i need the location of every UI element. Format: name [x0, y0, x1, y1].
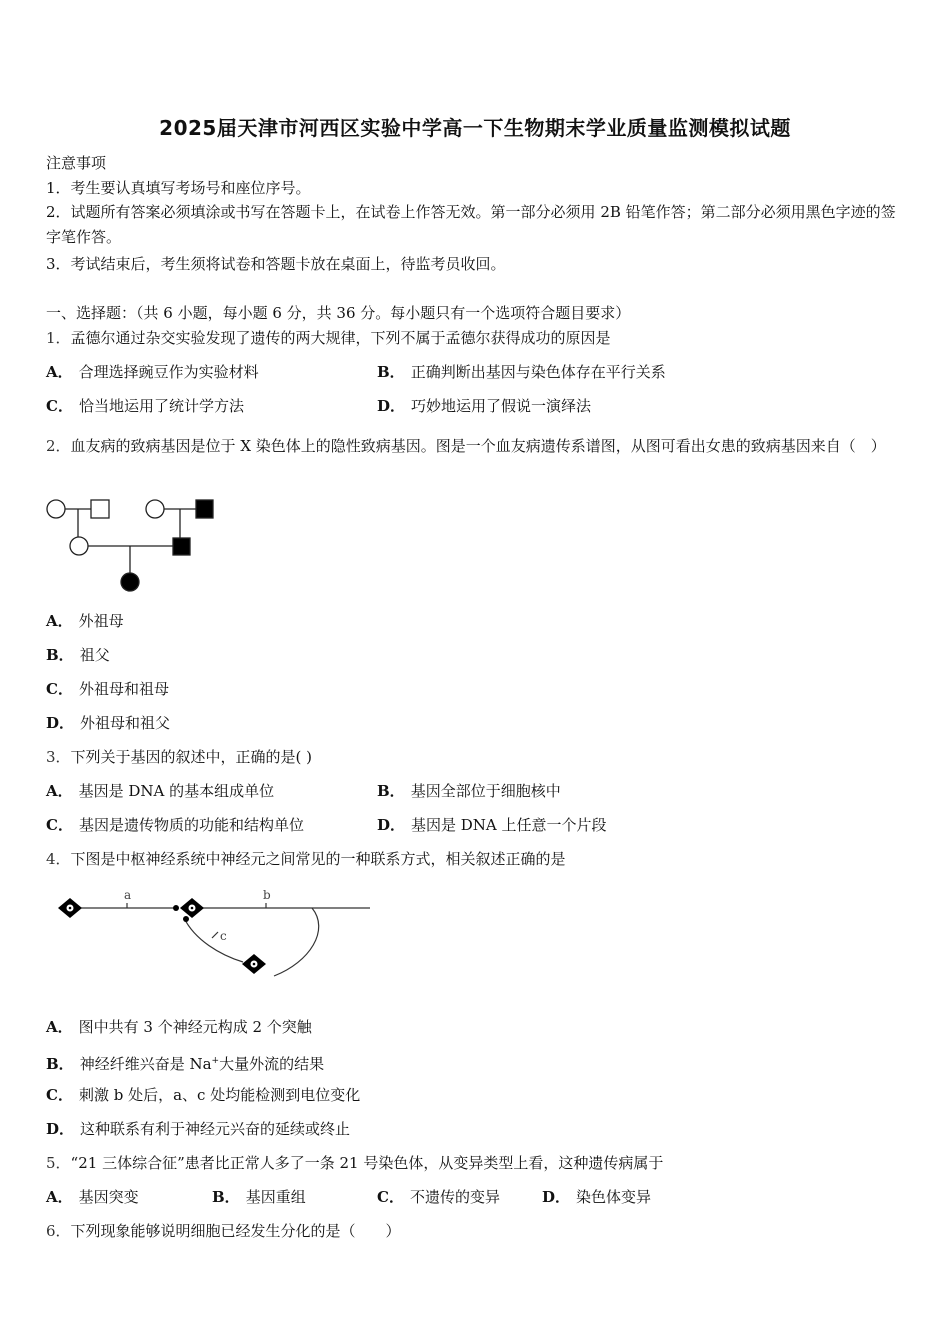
- option-1c[interactable]: C． 恰当地运用了统计学方法: [46, 397, 244, 415]
- question-number: 2．: [46, 437, 71, 455]
- neuron-2-body: [180, 898, 204, 918]
- neuron-3-body: [242, 954, 266, 974]
- question-stem: 孟德尔通过杂交实验发现了遗传的两大规律，下列不属于孟德尔获得成功的原因是: [70, 329, 611, 347]
- question-2: [46, 427, 906, 465]
- grandmother-paternal-normal-female: [146, 500, 164, 518]
- mother-normal-female: [70, 537, 88, 555]
- question-3: [46, 747, 312, 767]
- option-4a[interactable]: A． 图中共有 3 个神经元构成 2 个突触: [46, 1018, 312, 1036]
- question-stem: 下列关于基因的叙述中，正确的是( ): [70, 748, 313, 766]
- question-number: 1．: [46, 329, 71, 347]
- neuron-1-body: [58, 898, 82, 918]
- notice-item-2: 2．试题所有答案必须填涂或书写在答题卡上，在试卷上作答无效。第一部分必须用 2B 铅笔作答；第二部分必须用黑色字迹的签字笔作答。: [46, 203, 896, 246]
- question-4: [46, 849, 566, 869]
- option-2a[interactable]: A． 外祖母: [46, 612, 124, 630]
- option-2b[interactable]: B． 祖父: [46, 646, 110, 664]
- option-5c[interactable]: C． 不遗传的变异: [377, 1188, 500, 1206]
- grandfather-paternal-affected-male: [196, 500, 213, 518]
- question-6: [46, 1221, 401, 1241]
- daughter-affected-female: [121, 573, 139, 591]
- option-3b[interactable]: B． 基因全部位于细胞核中: [377, 782, 561, 800]
- father-affected-male: [173, 538, 190, 555]
- label-b: b: [263, 888, 271, 902]
- question-number: 4．: [46, 850, 71, 868]
- option-2c[interactable]: C． 外祖母和祖母: [46, 680, 169, 698]
- option-2d[interactable]: D． 外祖母和祖父: [46, 714, 171, 732]
- grandfather-maternal-normal-male: [91, 500, 109, 518]
- option-1a[interactable]: A． 合理选择豌豆作为实验材料: [46, 363, 259, 381]
- label-c: c: [220, 929, 227, 943]
- tick-c: [212, 932, 218, 938]
- label-a: a: [124, 888, 132, 902]
- notice-heading: 注意事项: [46, 154, 107, 172]
- question-1: [46, 328, 611, 348]
- option-4b[interactable]: B． 神经纤维兴奋是 Na+大量外流的结果: [46, 1055, 325, 1073]
- option-4c[interactable]: C． 刺激 b 处后，a、c 处均能检测到电位变化: [46, 1086, 361, 1104]
- option-1d[interactable]: D． 巧妙地运用了假说一演绎法: [377, 397, 592, 415]
- question-stem: “21 三体综合征”患者比正常人多了一条 21 号染色体，从变异类型上看，这种遗传病属于: [70, 1154, 664, 1172]
- option-4d[interactable]: D． 这种联系有利于神经元兴奋的延续或终止: [46, 1120, 351, 1138]
- question-stem: 血友病的致病基因是位于 X 染色体上的隐性致病基因。图是一个血友病遗传系谱图，从图可看出女患的致病基因来自（ ）: [70, 437, 886, 455]
- question-number: 3．: [46, 748, 71, 766]
- question-5: [46, 1153, 663, 1173]
- question-number: 6．: [46, 1222, 71, 1240]
- grandmother-maternal-normal-female: [47, 500, 65, 518]
- synapse-knob-1: [173, 905, 179, 911]
- option-5b[interactable]: B． 基因重组: [212, 1188, 306, 1206]
- option-3c[interactable]: C． 基因是遗传物质的功能和结构单位: [46, 816, 304, 834]
- question-stem: 下图是中枢神经系统中神经元之间常见的一种联系方式，相关叙述正确的是: [70, 850, 566, 868]
- option-1b[interactable]: B． 正确判断出基因与染色体存在平行关系: [377, 363, 666, 381]
- notice-item-1: 1．考生要认真填写考场号和座位序号。: [46, 179, 311, 197]
- section-heading: 一、选择题：（共 6 小题，每小题 6 分，共 36 分。每小题只有一个选项符合题目要求）: [46, 304, 631, 322]
- question-number: 5．: [46, 1154, 71, 1172]
- pedigree-chart: [40, 495, 220, 595]
- question-stem: 下列现象能够说明细胞已经发生分化的是（ ）: [70, 1222, 401, 1240]
- branch-to-neuron-3: [184, 918, 243, 962]
- option-5a[interactable]: A． 基因突变: [46, 1188, 139, 1206]
- option-3a[interactable]: A． 基因是 DNA 的基本组成单位: [46, 782, 275, 800]
- option-5d[interactable]: D． 染色体变异: [542, 1188, 652, 1206]
- page-title: 2025届天津市河西区实验中学高一下生物期末学业质量监测模拟试题: [159, 116, 791, 140]
- feedback-axon: [274, 908, 319, 976]
- synapse-knob-2: [183, 916, 189, 922]
- neuron-diagram: [50, 880, 380, 990]
- notice-item-3: 3．考试结束后，考生须将试卷和答题卡放在桌面上，待监考员收回。: [46, 255, 506, 273]
- option-3d[interactable]: D． 基因是 DNA 上任意一个片段: [377, 816, 607, 834]
